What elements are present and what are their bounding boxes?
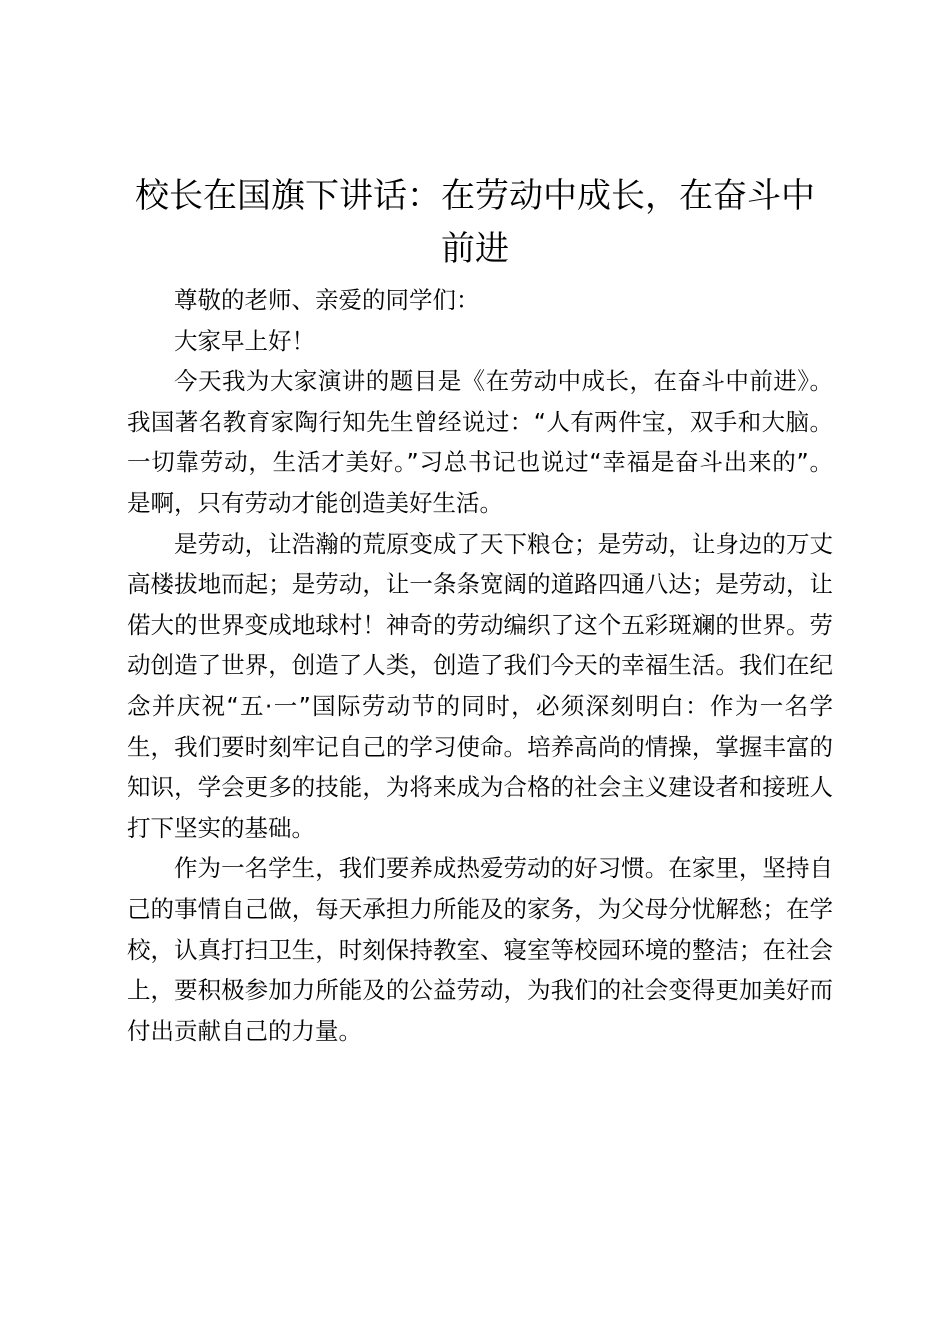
salutation: 尊敬的老师、亲爱的同学们： [174, 286, 480, 314]
paragraph-intro: 今天我为大家演讲的题目是《在劳动中成长，在奋斗中前进》。我国著名教育家陶行知先生曾经说过：“人有两件宝，双手和大脑。一切靠劳动，生活才美好。”习总书记也说过“幸福是奋斗出来的”。是啊，只有劳动才能创造美好生活。 [127, 367, 833, 517]
title-line-1: 校长在国旗下讲话：在劳动中成长，在奋斗中 [135, 176, 815, 216]
paragraph-habits: 作为一名学生，我们要养成热爱劳动的好习惯。在家里，坚持自己的事情自己做，每天承担力所能及的家务，为父母分忧解愁；在学校，认真打扫卫生，时刻保持教室、寝室等校园环境的整洁；在社会上，要积极参加力所能及的公益劳动，为我们的社会变得更加美好而付出贡献自己的力量。 [127, 854, 833, 1045]
title-line-2: 前进 [441, 229, 509, 269]
document-title [120, 170, 830, 276]
document-body [127, 280, 833, 1051]
greeting: 大家早上好！ [174, 326, 315, 355]
paragraph-labor: 是劳动，让浩瀚的荒原变成了天下粮仓；是劳动，让身边的万丈高楼拔地而起；是劳动，让一条条宽阔的道路四通八达；是劳动，让偌大的世界变成地球村！神奇的劳动编织了这个五彩斑斓的世界。劳动创造了世界，创造了人类，创造了我们今天的幸福生活。我们在纪念并庆祝“五·一”国际劳动节的同时，必须深刻明白：作为一名学生，我们要时刻牢记自己的学习使命。培养高尚的情操，掌握丰富的知识，学会更多的技能，为将来成为合格的社会主义建设者和接班人打下坚实的基础。 [127, 529, 833, 842]
